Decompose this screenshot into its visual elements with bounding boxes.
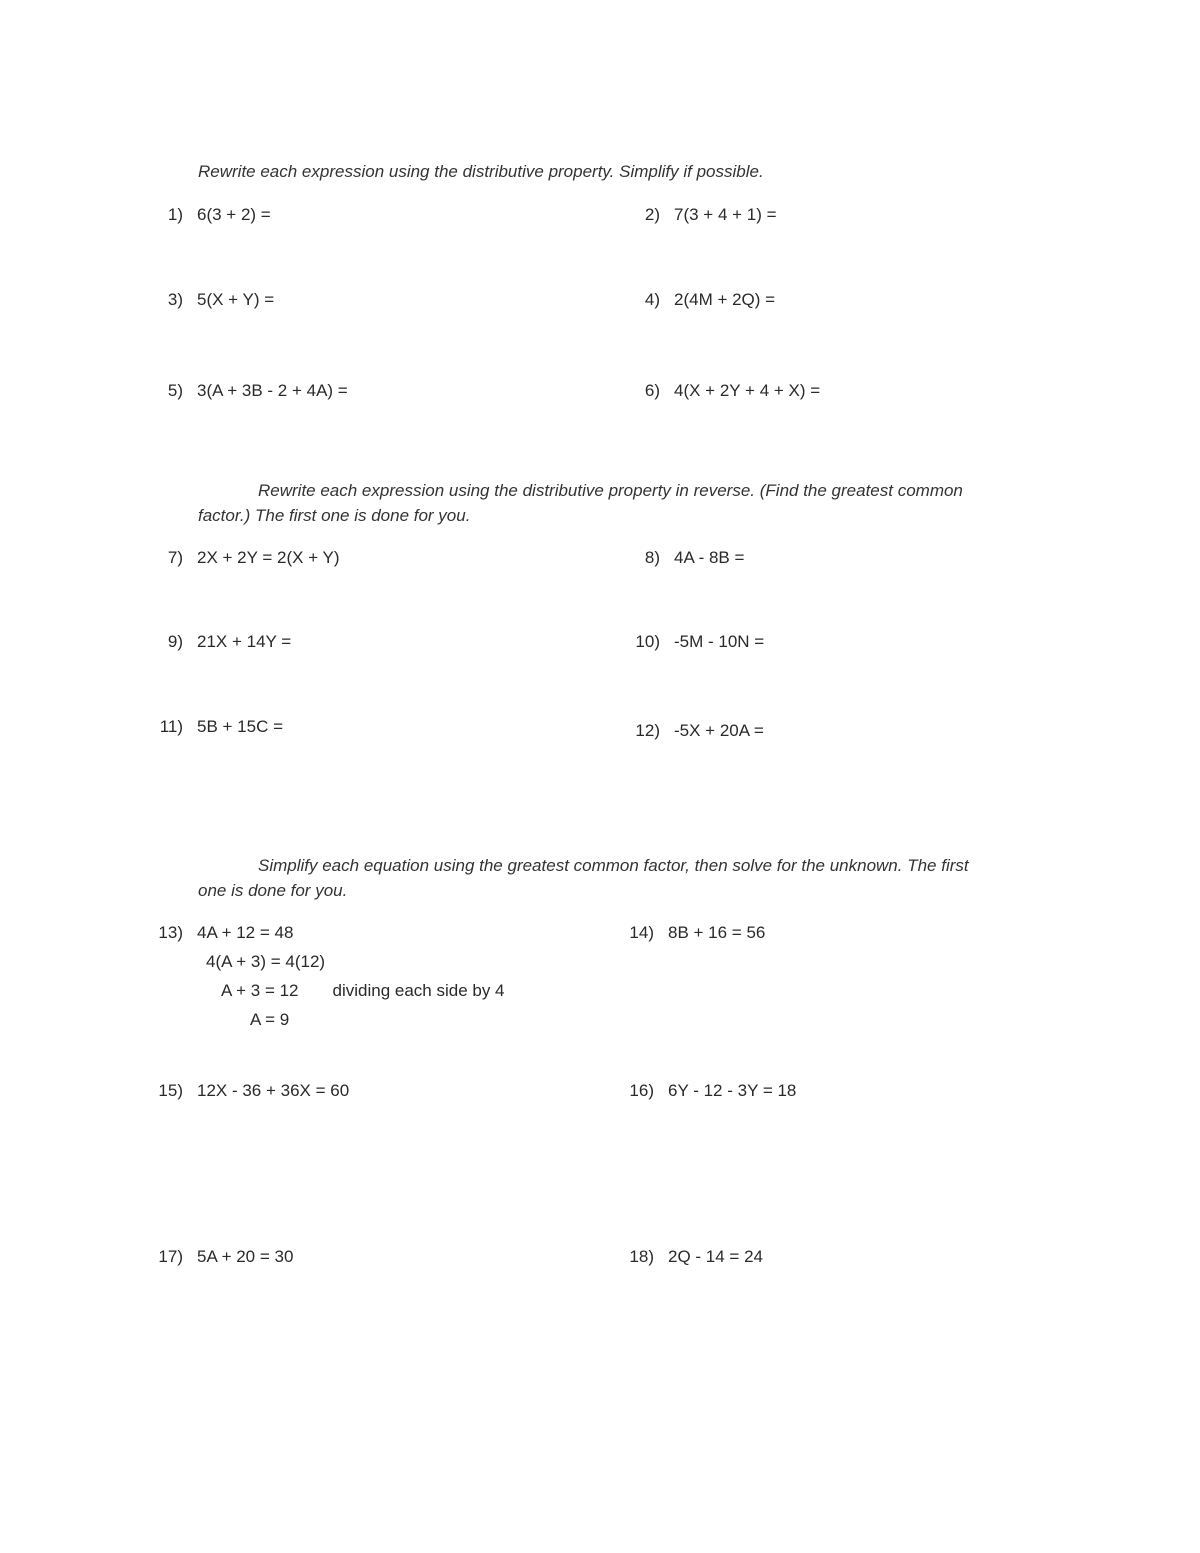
problem-16: [614, 1080, 796, 1102]
problem-number: 5): [167, 381, 183, 400]
problem-expression: 3(A + 3B - 2 + 4A) =: [197, 381, 348, 400]
problem-number: 12): [635, 721, 660, 740]
problem-expression: 8B + 16 = 56: [668, 923, 766, 942]
problem-17: [143, 1246, 293, 1268]
worked-step-1: [206, 951, 325, 973]
problem-expression: 7(3 + 4 + 1) =: [674, 205, 777, 224]
problem-expression: -5M - 10N =: [674, 632, 765, 651]
problem-expression: 2(4M + 2Q) =: [674, 290, 776, 309]
section2-instruction-line2: factor.) The first one is done for you.: [198, 506, 471, 525]
section1-instruction: Rewrite each expression using the distributive property. Simplify if possible.: [198, 162, 764, 181]
problem-number: 11): [159, 717, 183, 736]
problem-number: 9): [167, 632, 183, 651]
problem-3: [143, 289, 274, 311]
section3-instruction-line2: one is done for you.: [198, 881, 348, 900]
problem-number: 3): [167, 290, 183, 309]
problem-expression: -5X + 20A =: [674, 721, 764, 740]
problem-number: 17): [158, 1247, 183, 1266]
problem-number: 16): [629, 1081, 654, 1100]
problem-number: 15): [158, 1081, 183, 1100]
worked-step-3: [250, 1009, 289, 1031]
section3-instruction-line1: Simplify each equation using the greatest common factor, then solve for the unknown. The first: [258, 856, 969, 875]
problem-12: [620, 720, 764, 742]
problem-number: 13): [158, 923, 183, 942]
section2-instruction-line1: Rewrite each expression using the distributive property in reverse. (Find the greatest common: [258, 481, 963, 500]
problem-expression: 21X + 14Y =: [197, 632, 292, 651]
worked-step-note: dividing each side by 4: [332, 981, 505, 1000]
problem-number: 10): [635, 632, 660, 651]
problem-expression: 4A + 12 = 48: [197, 923, 294, 942]
problem-expression: 6(3 + 2) =: [197, 205, 271, 224]
problem-number: 18): [629, 1247, 654, 1266]
problem-expression: 4(X + 2Y + 4 + X) =: [674, 381, 821, 400]
problem-10: [620, 631, 764, 653]
problem-1: [143, 204, 271, 226]
problem-18: [614, 1246, 763, 1268]
problem-4: [620, 289, 775, 311]
problem-expression: 2Q - 14 = 24: [668, 1247, 763, 1266]
problem-8: [620, 547, 744, 569]
problem-7: [143, 547, 340, 569]
problem-expression: 6Y - 12 - 3Y = 18: [668, 1081, 797, 1100]
problem-number: 8): [644, 548, 660, 567]
problem-2: [620, 204, 777, 226]
problem-expression: 4A - 8B =: [674, 548, 745, 567]
worked-step-text: A = 9: [250, 1010, 290, 1029]
worked-step-text: A + 3 = 12: [221, 981, 299, 1000]
problem-6: [620, 380, 820, 402]
worked-step-2: [221, 980, 505, 1002]
problem-9: [143, 631, 291, 653]
problem-15: [143, 1080, 349, 1102]
problem-number: 4): [644, 290, 660, 309]
problem-11: [143, 716, 283, 738]
problem-expression: 5(X + Y) =: [197, 290, 275, 309]
problem-expression: 5A + 20 = 30: [197, 1247, 294, 1266]
problem-number: 7): [167, 548, 183, 567]
problem-number: 1): [167, 205, 183, 224]
problem-expression: 2X + 2Y = 2(X + Y): [197, 548, 340, 567]
problem-number: 14): [629, 923, 654, 942]
problem-number: 2): [644, 205, 660, 224]
problem-expression: 12X - 36 + 36X = 60: [197, 1081, 350, 1100]
problem-13: [143, 922, 293, 944]
problem-14: [614, 922, 765, 944]
problem-number: 6): [644, 381, 660, 400]
problem-5: [143, 380, 348, 402]
problem-expression: 5B + 15C =: [197, 717, 284, 736]
worked-step-text: 4(A + 3) = 4(12): [206, 952, 326, 971]
